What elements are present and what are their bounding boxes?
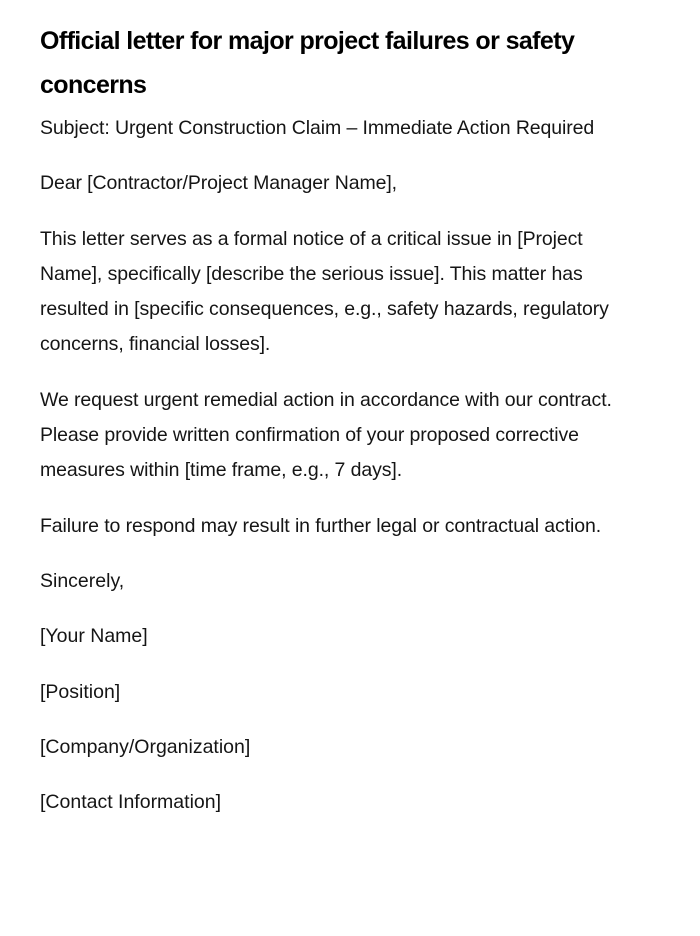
- letter-document: [40, 19, 650, 840]
- letter-body-paragraph-1: This letter serves as a formal notice of a critical issue in [Project Name], specifically [describe the serious issue]. This matter has resulted in [specific consequences, e.g., safety hazards, regulatory concerns, financial losses].: [40, 227, 609, 356]
- letter-subject: Subject: Urgent Construction Claim – Immediate Action Required: [40, 117, 595, 139]
- letter-body-paragraph-3: Failure to respond may result in further legal or contractual action.: [40, 514, 602, 537]
- signature-position: [Position]: [40, 680, 121, 703]
- letter-title: Official letter for major project failures or safety concerns: [40, 27, 575, 99]
- signature-name: [Your Name]: [40, 625, 148, 648]
- letter-body-paragraph-2: We request urgent remedial action in accordance with our contract. Please provide written confirmation of your proposed corrective measures within [time frame, e.g., 7 days].: [40, 388, 612, 482]
- signature-contact: [Contact Information]: [40, 791, 222, 814]
- letter-salutation: Dear [Contractor/Project Manager Name],: [40, 172, 397, 195]
- signature-company: [Company/Organization]: [40, 735, 251, 758]
- letter-closing: Sincerely,: [40, 569, 125, 592]
